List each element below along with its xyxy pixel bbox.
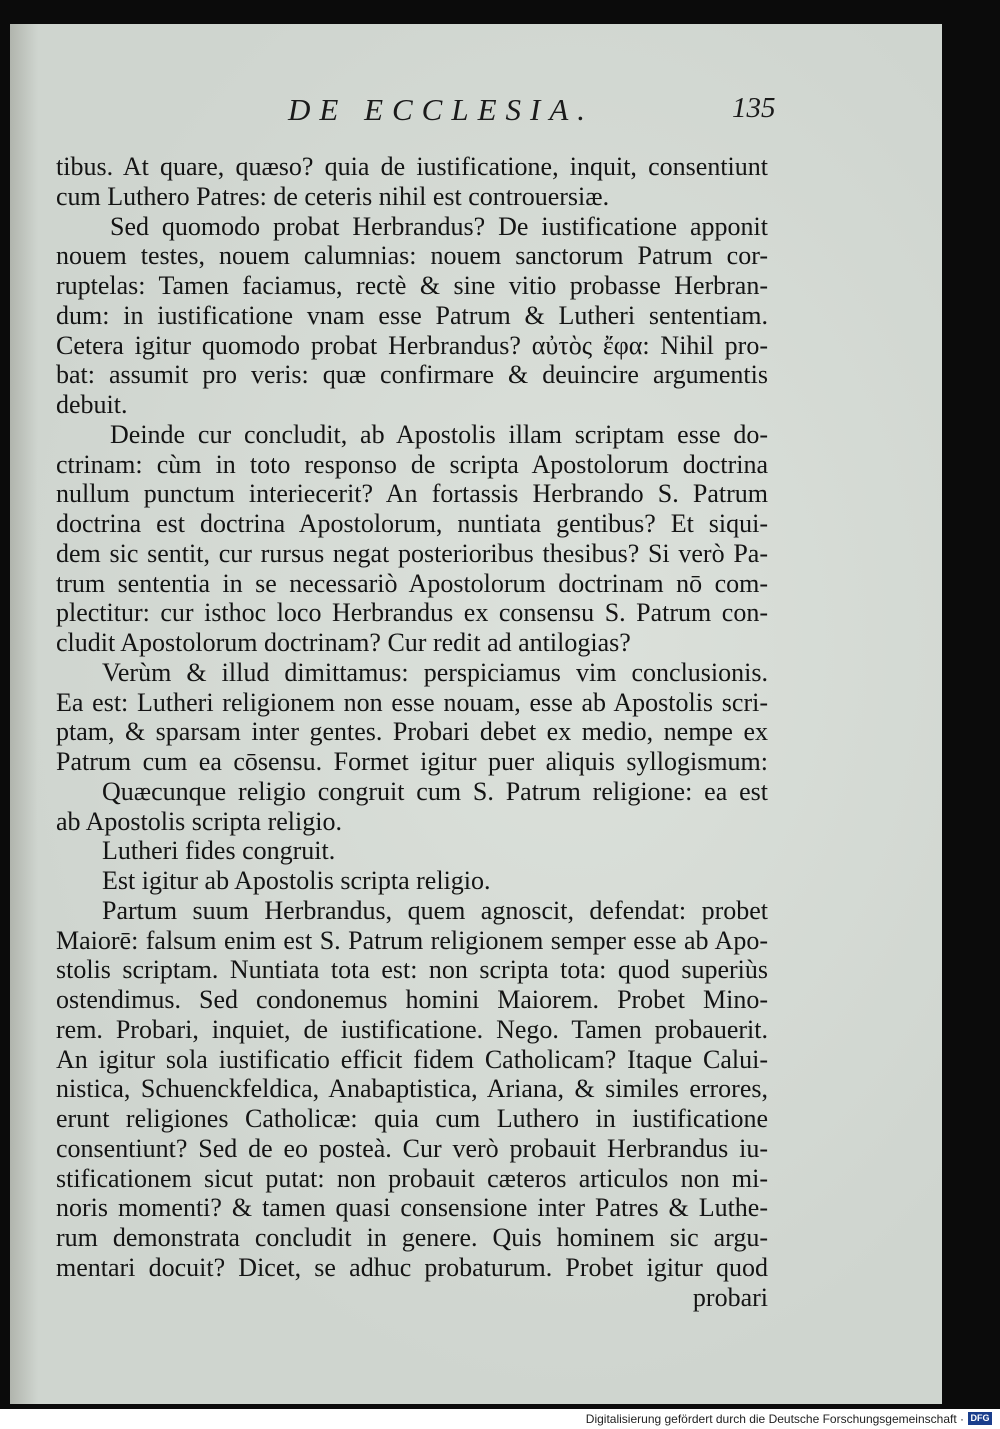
funding-notice: Digitalisierung gefördert durch die Deutsche Forschungsgemeinschaft · [585,1412,964,1426]
dfg-logo-icon[interactable]: DFG [968,1412,992,1425]
text-line: doctrina est doctrina Apostolorum, nuntiata gentibus? Et siqui- [56,509,768,538]
book-page [10,24,942,1404]
text-line: erunt religiones Catholicæ: quia cum Luthero in iustificatione [56,1104,768,1133]
text-line: Maiorē: falsum enim est S. Patrum religionem semper esse ab Apo- [56,925,768,955]
catchword: probari [692,1282,768,1312]
text-line: ab Apostolis scripta religio. [56,806,342,836]
text-line: Partum suum Herbrandus, quem agnoscit, defendat: probet [102,895,768,925]
text-line: stolis scriptam. Nuntiata tota est: non scripta tota: quod superiùs [56,955,768,985]
page-header [10,92,942,132]
page-number: 135 [732,92,776,124]
text-line: Quæcunque religio congruit cum S. Patrum religione: ea est [102,776,768,806]
text-line: stificationem sicut putat: non probauit cæteros articulos non mi- [56,1163,768,1193]
text-line: Lutheri fides congruit. [102,836,336,866]
text-line: rem. Probari, inquiet, de iustificatione. Nego. Tamen probauerit. [56,1014,768,1044]
text-line: rum demonstrata concludit in genere. Quis hominem sic argu- [56,1223,768,1252]
text-line: dem sic sentit, cur rursus negat posterioribus thesibus? Si verò Pa- [56,538,768,568]
running-title: DE ECCLESIA. [288,92,595,127]
text-line: mentari docuit? Dicet, se adhuc probaturum. Probet igitur quod [56,1252,768,1282]
text-line: consentiunt? Sed de eo posteà. Cur verò probauit Herbrandus iu- [56,1133,768,1163]
text-line: bat: assumit pro veris: quæ confirmare & deuincire argumentis [56,360,768,390]
text-line: Deinde cur concludit, ab Apostolis illam scriptam esse do- [110,419,768,449]
body-text [56,152,768,1312]
text-line: cum Luthero Patres: de ceteris nihil est controuersiæ. [56,181,610,211]
text-line: ptam, & sparsam inter gentes. Probari debet ex medio, nempe ex [56,717,768,747]
text-line: Ea est: Lutheri religionem non esse nouam, esse ab Apostolis scri- [56,687,768,717]
text-line: nistica, Schuenckfeldica, Anabaptistica, Ariana, & similes errores, [56,1074,768,1104]
text-line: ruptelas: Tamen faciamus, rectè & sine vitio probasse Herbran- [56,271,768,300]
footer [0,1409,1000,1429]
text-line: Est igitur ab Apostolis scripta religio. [102,866,491,895]
text-line: Sed quomodo probat Herbrandus? De iustificatione apponit [110,211,768,241]
text-line: Cetera igitur quomodo probat Herbrandus? αὐτὸς ἔφα: Nihil pro- [56,330,768,360]
text-line: nouem testes, nouem calumnias: nouem sanctorum Patrum cor- [56,241,768,271]
text-line: dum: in iustificatione vnam esse Patrum & Lutheri sententiam. [56,300,768,330]
text-line: nullum punctum interiecerit? An fortassis Herbrando S. Patrum [56,479,768,509]
text-line: trum sententia in se necessariò Apostolorum doctrinam nō com- [56,568,768,598]
text-line: Verùm & illud dimittamus: perspiciamus vim conclusionis. [102,657,768,687]
text-line: Patrum cum ea cōsensu. Formet igitur puer aliquis syllogismum: [56,747,768,776]
text-line: ctrinam: cùm in toto responso de scripta Apostolorum doctrina [56,449,768,479]
text-line: An igitur sola iustificatio efficit fidem Catholicam? Itaque Calui- [56,1044,768,1074]
text-line: debuit. [56,390,128,419]
text-line: ostendimus. Sed condonemus homini Maiorem. Probet Mino- [56,985,768,1014]
text-line: cludit Apostolorum doctrinam? Cur redit ad antilogias? [56,628,631,657]
text-line: noris momenti? & tamen quasi consensione inter Patres & Luthe- [56,1193,768,1223]
text-line: tibus. At quare, quæso? quia de iustificatione, inquit, consentiunt [56,152,768,181]
text-line: plectitur: cur isthoc loco Herbrandus ex consensu S. Patrum con- [56,598,768,628]
